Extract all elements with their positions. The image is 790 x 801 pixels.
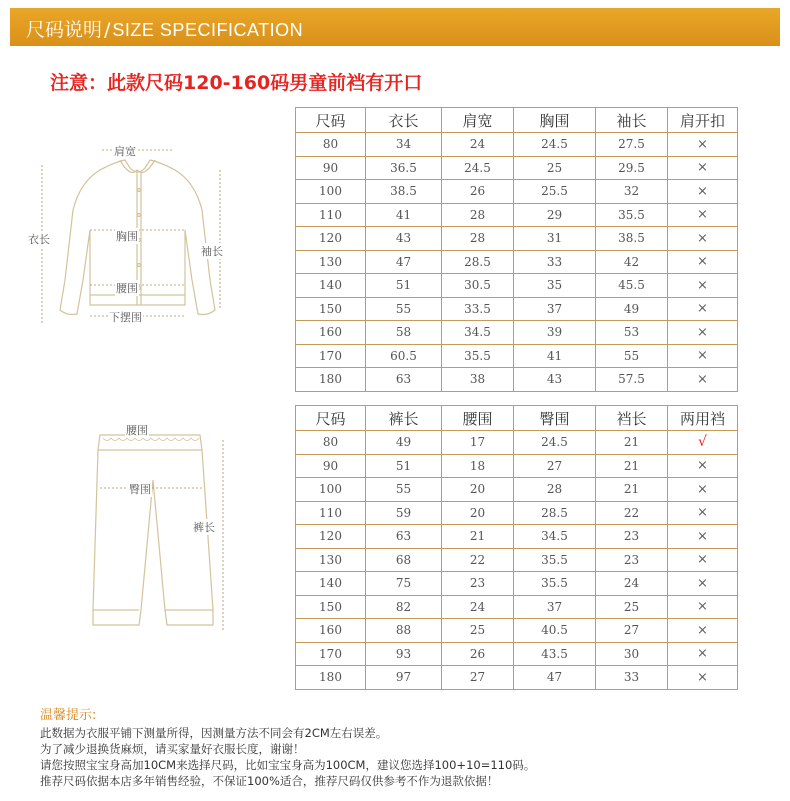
table-cell: 34.5 xyxy=(514,525,596,549)
table-cell: 25 xyxy=(514,156,596,180)
chest-label: 胸围 xyxy=(116,230,138,243)
tips-line: 推荐尺码依据本店多年销售经验，不保证100%适合，推荐尺码仅供参考不作为退款依据！ xyxy=(40,774,499,788)
table-row xyxy=(296,478,738,502)
table-cell: 26 xyxy=(442,642,514,666)
table-cell: 35.5 xyxy=(442,344,514,368)
table-cell: 37 xyxy=(514,595,596,619)
table-cell: 34 xyxy=(366,133,442,157)
waist-label: 腰围 xyxy=(116,282,138,295)
table-cell: 100 xyxy=(296,180,366,204)
column-header: 衣长 xyxy=(366,108,442,133)
table-cell: 160 xyxy=(296,321,366,345)
table-cell: 23 xyxy=(596,525,668,549)
pants-illustration xyxy=(85,420,235,640)
table-cell: 24 xyxy=(596,572,668,596)
table-cell: × xyxy=(668,203,738,227)
table-cell: 27 xyxy=(596,619,668,643)
column-header: 尺码 xyxy=(296,406,366,431)
table-header-row xyxy=(296,108,738,133)
table-cell: 170 xyxy=(296,642,366,666)
table-cell: √ xyxy=(668,431,738,455)
table-cell: 27 xyxy=(514,454,596,478)
table-cell: 57.5 xyxy=(596,368,668,392)
table-cell: 22 xyxy=(596,501,668,525)
table-cell: 60.5 xyxy=(366,344,442,368)
table-cell: 41 xyxy=(366,203,442,227)
table-cell: 180 xyxy=(296,666,366,690)
table-cell: 80 xyxy=(296,133,366,157)
table-cell: 25 xyxy=(442,619,514,643)
table-cell: 21 xyxy=(596,454,668,478)
sleeve-label: 袖长 xyxy=(201,245,223,258)
table-cell: × xyxy=(668,595,738,619)
table-row xyxy=(296,344,738,368)
table-cell: 55 xyxy=(366,478,442,502)
table-cell: 28.5 xyxy=(442,250,514,274)
table-cell: × xyxy=(668,274,738,298)
pants-length-label: 裤长 xyxy=(193,521,215,534)
column-header: 裆长 xyxy=(596,406,668,431)
table-cell: 55 xyxy=(596,344,668,368)
table-row xyxy=(296,250,738,274)
table-cell: × xyxy=(668,619,738,643)
size-notice: 注意：此款尺码120-160码男童前裆有开口 xyxy=(50,72,423,94)
table-cell: 28 xyxy=(442,227,514,251)
table-row xyxy=(296,156,738,180)
table-cell: 120 xyxy=(296,227,366,251)
table-row xyxy=(296,642,738,666)
table-cell: 21 xyxy=(596,478,668,502)
table-cell: 110 xyxy=(296,203,366,227)
table-cell: 100 xyxy=(296,478,366,502)
table-cell: 93 xyxy=(366,642,442,666)
tips-section xyxy=(40,708,535,789)
table-cell: 90 xyxy=(296,454,366,478)
table-row xyxy=(296,595,738,619)
table-row xyxy=(296,203,738,227)
table-cell: 17 xyxy=(442,431,514,455)
table-cell: 90 xyxy=(296,156,366,180)
table-row xyxy=(296,274,738,298)
table-cell: 38 xyxy=(442,368,514,392)
table-cell: 68 xyxy=(366,548,442,572)
table-cell: 30 xyxy=(596,642,668,666)
table-cell: 24 xyxy=(442,133,514,157)
table-cell: 82 xyxy=(366,595,442,619)
header-banner xyxy=(10,8,780,46)
table-cell: 35.5 xyxy=(596,203,668,227)
table-cell: × xyxy=(668,250,738,274)
table-cell: 59 xyxy=(366,501,442,525)
table-cell: 97 xyxy=(366,666,442,690)
table-cell: 24.5 xyxy=(514,133,596,157)
table-cell: 80 xyxy=(296,431,366,455)
table-cell: 25.5 xyxy=(514,180,596,204)
table-cell: × xyxy=(668,525,738,549)
table-cell: 150 xyxy=(296,297,366,321)
column-header: 袖长 xyxy=(596,108,668,133)
table-cell: 51 xyxy=(366,274,442,298)
table-cell: 45.5 xyxy=(596,274,668,298)
table-cell: × xyxy=(668,227,738,251)
column-header: 肩宽 xyxy=(442,108,514,133)
shoulder-label: 肩宽 xyxy=(114,145,136,158)
bottom-size-table xyxy=(295,405,738,690)
table-row xyxy=(296,619,738,643)
table-cell: 88 xyxy=(366,619,442,643)
page-title xyxy=(26,15,303,42)
table-row xyxy=(296,454,738,478)
table-cell: 43 xyxy=(366,227,442,251)
table-cell: 29 xyxy=(514,203,596,227)
table-cell: × xyxy=(668,180,738,204)
table-cell: × xyxy=(668,156,738,180)
table-cell: 49 xyxy=(366,431,442,455)
table-cell: 160 xyxy=(296,619,366,643)
table-cell: 180 xyxy=(296,368,366,392)
table-cell: 39 xyxy=(514,321,596,345)
table-row xyxy=(296,227,738,251)
table-cell: 170 xyxy=(296,344,366,368)
table-cell: 49 xyxy=(596,297,668,321)
column-header: 肩开扣 xyxy=(668,108,738,133)
table-cell: 38.5 xyxy=(596,227,668,251)
table-cell: 29.5 xyxy=(596,156,668,180)
tips-title: 温馨提示: xyxy=(40,708,97,723)
column-header: 腰围 xyxy=(442,406,514,431)
column-header: 两用裆 xyxy=(668,406,738,431)
table-cell: 28 xyxy=(514,478,596,502)
table-cell: 27.5 xyxy=(596,133,668,157)
table-cell: 24.5 xyxy=(442,156,514,180)
table-cell: × xyxy=(668,666,738,690)
title-separator: / xyxy=(104,19,111,41)
table-cell: 63 xyxy=(366,525,442,549)
table-cell: 35.5 xyxy=(514,548,596,572)
table-cell: × xyxy=(668,572,738,596)
table-cell: 53 xyxy=(596,321,668,345)
table-row xyxy=(296,180,738,204)
title-cn: 尺码说明 xyxy=(26,19,103,41)
table-cell: × xyxy=(668,478,738,502)
table-cell: 130 xyxy=(296,250,366,274)
hem-label: 下摆围 xyxy=(109,311,142,324)
table-cell: 47 xyxy=(366,250,442,274)
table-cell: 28.5 xyxy=(514,501,596,525)
table-cell: 37 xyxy=(514,297,596,321)
table-cell: 43 xyxy=(514,368,596,392)
table-cell: 75 xyxy=(366,572,442,596)
table-cell: 21 xyxy=(442,525,514,549)
table-cell: 33 xyxy=(596,666,668,690)
table-cell: 28 xyxy=(442,203,514,227)
table-cell: 34.5 xyxy=(442,321,514,345)
pants-waist-label: 腰围 xyxy=(126,424,148,437)
column-header: 尺码 xyxy=(296,108,366,133)
table-cell: 25 xyxy=(596,595,668,619)
table-row xyxy=(296,666,738,690)
table-cell: 130 xyxy=(296,548,366,572)
hip-label: 臀围 xyxy=(129,483,151,496)
table-cell: 110 xyxy=(296,501,366,525)
table-cell: 32 xyxy=(596,180,668,204)
table-header-row xyxy=(296,406,738,431)
table-cell: 35 xyxy=(514,274,596,298)
table-cell: 63 xyxy=(366,368,442,392)
top-garment-illustration xyxy=(20,130,255,330)
table-cell: 23 xyxy=(442,572,514,596)
table-row xyxy=(296,548,738,572)
table-cell: 21 xyxy=(596,431,668,455)
table-cell: 35.5 xyxy=(514,572,596,596)
tips-line: 为了减少退换货麻烦，请买家量好衣服长度，谢谢！ xyxy=(40,742,305,756)
table-cell: × xyxy=(668,133,738,157)
table-cell: × xyxy=(668,501,738,525)
table-cell: 41 xyxy=(514,344,596,368)
table-cell: × xyxy=(668,344,738,368)
table-cell: 24 xyxy=(442,595,514,619)
column-header: 裤长 xyxy=(366,406,442,431)
table-cell: 120 xyxy=(296,525,366,549)
table-cell: × xyxy=(668,297,738,321)
top-size-table xyxy=(295,107,738,392)
table-cell: 51 xyxy=(366,454,442,478)
table-cell: 23 xyxy=(596,548,668,572)
table-row xyxy=(296,321,738,345)
table-cell: 33 xyxy=(514,250,596,274)
table-cell: × xyxy=(668,321,738,345)
table-cell: 43.5 xyxy=(514,642,596,666)
table-cell: 20 xyxy=(442,501,514,525)
table-row xyxy=(296,133,738,157)
table-row xyxy=(296,501,738,525)
table-cell: 150 xyxy=(296,595,366,619)
table-cell: 22 xyxy=(442,548,514,572)
tips-line: 此数据为衣服平铺下测量所得，因测量方法不同会有2CM左右误差。 xyxy=(40,726,388,740)
table-cell: 140 xyxy=(296,572,366,596)
table-cell: 58 xyxy=(366,321,442,345)
table-cell: 27 xyxy=(442,666,514,690)
table-cell: 30.5 xyxy=(442,274,514,298)
table-cell: × xyxy=(668,368,738,392)
table-cell: 26 xyxy=(442,180,514,204)
table-cell: × xyxy=(668,642,738,666)
length-label: 衣长 xyxy=(28,233,50,246)
table-row xyxy=(296,368,738,392)
table-cell: 42 xyxy=(596,250,668,274)
tips-line: 请您按照宝宝身高加10CM来选择尺码，比如宝宝身高为100CM，建议您选择100+10=110码。 xyxy=(40,758,536,772)
table-cell: 31 xyxy=(514,227,596,251)
table-cell: 24.5 xyxy=(514,431,596,455)
table-row xyxy=(296,297,738,321)
table-cell: × xyxy=(668,548,738,572)
table-cell: 47 xyxy=(514,666,596,690)
table-cell: 38.5 xyxy=(366,180,442,204)
column-header: 胸围 xyxy=(514,108,596,133)
table-row xyxy=(296,525,738,549)
title-en: SIZE SPECIFICATION xyxy=(112,20,304,40)
table-cell: 40.5 xyxy=(514,619,596,643)
table-cell: 33.5 xyxy=(442,297,514,321)
table-cell: 36.5 xyxy=(366,156,442,180)
table-cell: 20 xyxy=(442,478,514,502)
table-cell: 18 xyxy=(442,454,514,478)
column-header: 臀围 xyxy=(514,406,596,431)
table-cell: × xyxy=(668,454,738,478)
table-row xyxy=(296,431,738,455)
table-cell: 55 xyxy=(366,297,442,321)
table-cell: 140 xyxy=(296,274,366,298)
table-row xyxy=(296,572,738,596)
